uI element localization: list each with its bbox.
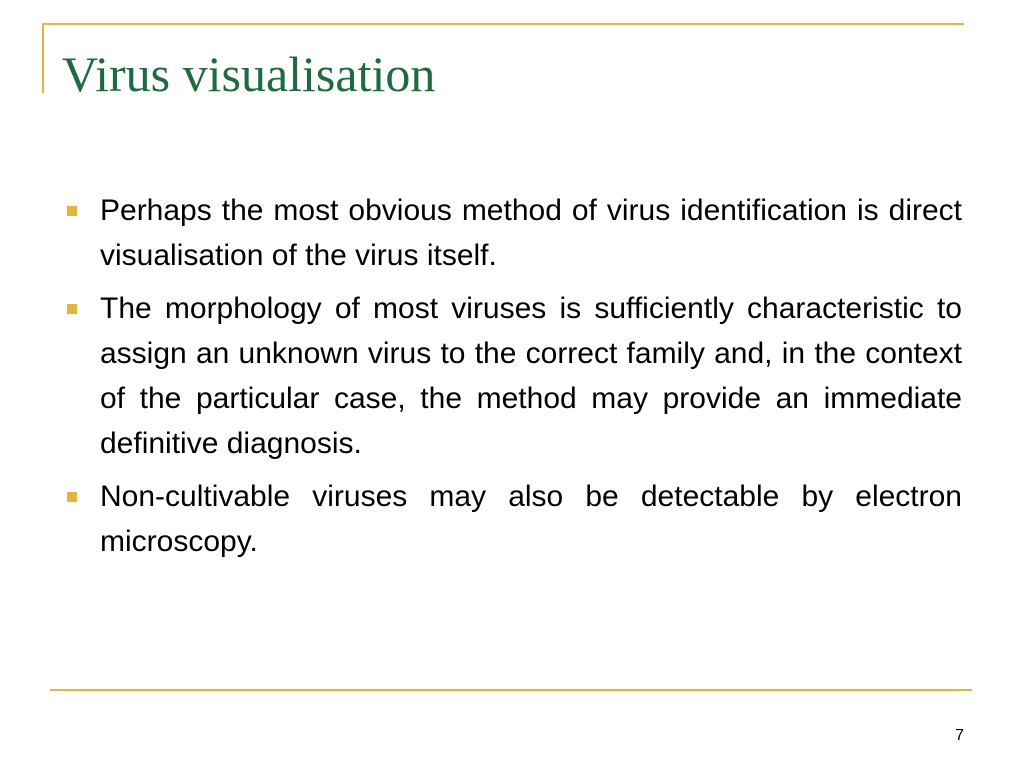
bullet-item [62,188,962,278]
square-bullet-icon [67,304,77,314]
square-bullet-icon [67,492,77,502]
bullet-text: Non-cultivable viruses may also be detectable by electron microscopy. [100,480,962,558]
square-bullet-icon [67,206,77,216]
slide-title: Virus visualisation [62,46,436,102]
left-accent-rule [42,23,44,93]
bullet-text: The morphology of most viruses is sufficiently characteristic to assign an unknown virus to the correct family and, in the context of the particular case, the method may provide an immediate definitive diagnosis. [100,292,962,460]
bullet-text: Perhaps the most obvious method of virus identification is direct visualisation of the virus itself. [100,194,962,272]
page-number: 7 [955,727,964,744]
bullet-item [62,474,962,564]
top-accent-rule [42,23,964,25]
bullet-item [62,286,962,466]
bullet-list [62,188,962,572]
bottom-accent-rule [50,689,972,691]
